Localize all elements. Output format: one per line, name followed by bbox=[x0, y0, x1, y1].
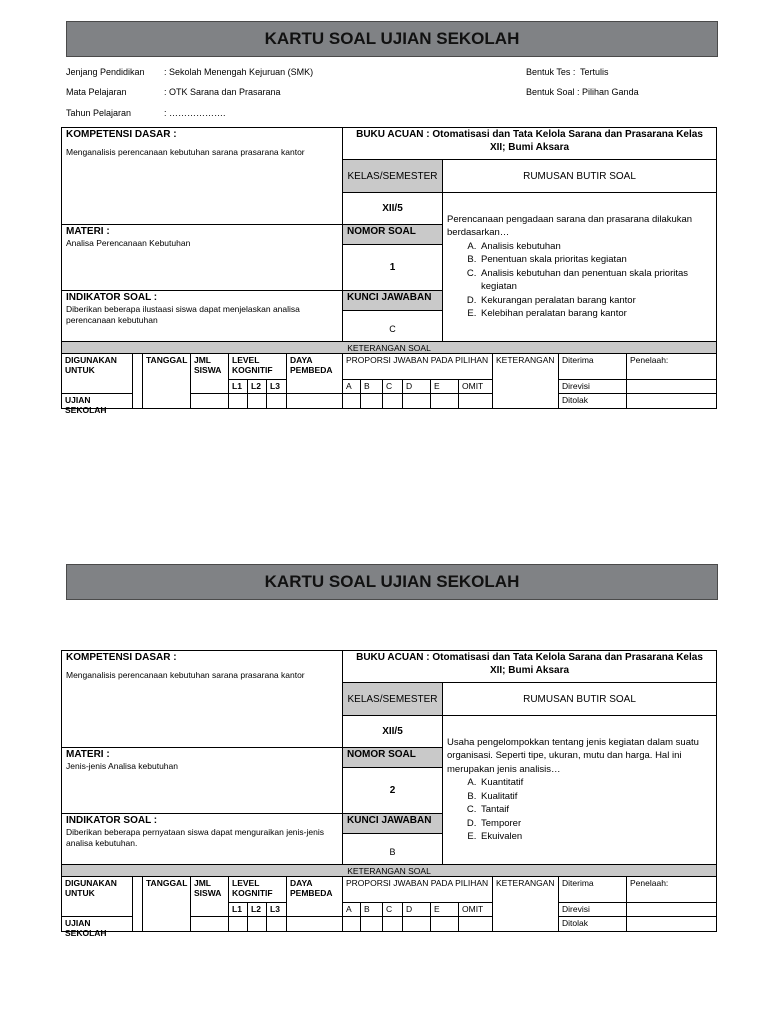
nomor-value: 1 bbox=[342, 244, 442, 290]
level-kognitif-label: LEVEL KOGNITIF bbox=[228, 876, 286, 902]
penelaah-label: Penelaah: bbox=[626, 876, 716, 902]
kunci-value: C bbox=[342, 310, 442, 341]
penelaah-label: Penelaah: bbox=[626, 353, 716, 379]
option-a: A. Kuantitatif bbox=[479, 776, 712, 789]
indikator-text: Diberikan beberapa pernyataan siswa dapat menguraikan jenis-jenis analisa kebutuhan. bbox=[66, 827, 324, 848]
buku-acuan-text: BUKU ACUAN : Otomatisasi dan Tata Kelola Sarana dan Prasarana Kelas XII; Bumi Aksara bbox=[356, 129, 703, 153]
option-a: A. Analisis kebutuhan bbox=[479, 240, 712, 253]
col-b: B bbox=[360, 379, 382, 393]
indikator-label: INDIKATOR SOAL : bbox=[66, 292, 158, 303]
keterangan-label: KETERANGAN bbox=[492, 353, 558, 408]
digunakan-untuk-label: DIGUNAKAN UNTUK bbox=[62, 353, 132, 393]
indikator-text: Diberikan beberapa ilustaasi siswa dapat menjelaskan analisa perencanaan kebutuhan bbox=[66, 304, 300, 325]
materi-text: Analisa Perencanaan Kebutuhan bbox=[66, 238, 191, 248]
question-stem: Usaha pengelompokkan tentang jenis kegiatan dalam suatu organisasi. Seperti tipe, ukuran, mutu dan harga. Hal ini merupakan jenis analisis… bbox=[447, 737, 699, 775]
keterangan-soal-bar: KETERANGAN SOAL bbox=[62, 864, 716, 876]
ditolak-cell bbox=[626, 916, 716, 931]
row-cell bbox=[430, 393, 458, 408]
keterangan-soal-bar: KETERANGAN SOAL bbox=[62, 341, 716, 353]
nomor-value: 2 bbox=[342, 767, 442, 813]
ujian-sekolah-label: UJIAN SEKOLAH bbox=[62, 393, 132, 408]
kelas-label: KELAS/SEMESTER bbox=[342, 159, 442, 192]
jml-siswa-label: JML SISWA bbox=[190, 353, 228, 393]
row-cell bbox=[190, 393, 228, 408]
row-cell bbox=[266, 393, 286, 408]
rumusan-label: RUMUSAN BUTIR SOAL bbox=[442, 159, 716, 192]
buku-acuan bbox=[342, 128, 716, 159]
col-omit: OMIT bbox=[458, 379, 492, 393]
row-cell bbox=[286, 393, 342, 408]
kompetensi-section bbox=[62, 128, 342, 224]
diterima-label: Diterima bbox=[558, 876, 626, 902]
indikator-section bbox=[62, 290, 342, 341]
row-cell bbox=[228, 916, 247, 931]
option-b: B. Kualitatif bbox=[479, 790, 712, 803]
direvisi-label: Direvisi bbox=[558, 379, 626, 393]
kunci-label: KUNCI JAWABAN bbox=[342, 290, 442, 310]
col-omit: OMIT bbox=[458, 902, 492, 916]
row-cell bbox=[360, 916, 382, 931]
question-card-2 bbox=[61, 650, 717, 939]
row-cell bbox=[402, 393, 430, 408]
materi-section bbox=[62, 224, 342, 290]
meta-label-tahun: Tahun Pelajaran bbox=[66, 108, 132, 118]
rumusan-label: RUMUSAN BUTIR SOAL bbox=[442, 682, 716, 715]
keterangan-label: KETERANGAN bbox=[492, 876, 558, 931]
row-cell bbox=[360, 393, 382, 408]
row-cell bbox=[342, 916, 360, 931]
jml-siswa-label: JML SISWA bbox=[190, 876, 228, 916]
kelas-label: KELAS/SEMESTER bbox=[342, 682, 442, 715]
ditolak-cell bbox=[626, 393, 716, 408]
option-c: C. Tantaif bbox=[479, 803, 712, 816]
row-cell bbox=[382, 393, 402, 408]
kunci-label: KUNCI JAWABAN bbox=[342, 813, 442, 833]
kelas-value: XII/5 bbox=[342, 192, 442, 224]
ditolak-label: Ditolak bbox=[558, 393, 626, 408]
daya-pembeda-label: DAYA PEMBEDA bbox=[286, 353, 342, 393]
row-cell bbox=[247, 916, 266, 931]
row-cell bbox=[286, 916, 342, 931]
l2-label: L2 bbox=[247, 902, 266, 916]
col-d: D bbox=[402, 902, 430, 916]
option-c: C. Analisis kebutuhan dan penentuan skala prioritas kegiatan bbox=[479, 267, 712, 294]
question-area bbox=[442, 715, 716, 864]
l2-label: L2 bbox=[247, 379, 266, 393]
row-cell bbox=[342, 393, 360, 408]
materi-label: MATERI : bbox=[66, 226, 110, 237]
l3-label: L3 bbox=[266, 379, 286, 393]
meta-value-bentuk-tes: Tertulis bbox=[580, 67, 609, 77]
meta-label-jenjang: Jenjang Pendidikan bbox=[66, 67, 145, 77]
row-cell bbox=[458, 916, 492, 931]
col-e: E bbox=[430, 902, 458, 916]
meta-label-bentuk-soal: Bentuk Soal : Pilihan Ganda bbox=[526, 87, 639, 97]
direvisi-label: Direvisi bbox=[558, 902, 626, 916]
col-c: C bbox=[382, 379, 402, 393]
buku-acuan-text: BUKU ACUAN : Otomatisasi dan Tata Kelola Sarana dan Prasarana Kelas XII; Bumi Aksara bbox=[356, 652, 703, 676]
option-e: E. Kelebihan peralatan barang kantor bbox=[479, 307, 712, 320]
digunakan-untuk-label: DIGUNAKAN UNTUK bbox=[62, 876, 132, 916]
option-b: B. Penentuan skala prioritas kegiatan bbox=[479, 253, 712, 266]
spacer-col bbox=[132, 876, 142, 931]
question-area bbox=[442, 192, 716, 341]
card-2-title: KARTU SOAL UJIAN SEKOLAH bbox=[66, 564, 718, 600]
row-cell bbox=[430, 916, 458, 931]
question-text bbox=[443, 213, 716, 321]
kompetensi-label: KOMPETENSI DASAR : bbox=[66, 652, 177, 663]
materi-section bbox=[62, 747, 342, 813]
question-stem: Perencanaan pengadaan sarana dan prasarana dilakukan berdasarkan… bbox=[447, 214, 693, 239]
indikator-section bbox=[62, 813, 342, 864]
kompetensi-label: KOMPETENSI DASAR : bbox=[66, 129, 177, 140]
meta-value-mapel: : OTK Sarana dan Prasarana bbox=[164, 87, 281, 97]
row-cell bbox=[402, 916, 430, 931]
proporsi-label: PROPORSI JWABAN PADA PILIHAN bbox=[342, 353, 492, 379]
kompetensi-text: Menganalisis perencanaan kebutuhan sarana prasarana kantor bbox=[66, 147, 305, 157]
card-1-title: KARTU SOAL UJIAN SEKOLAH bbox=[66, 21, 718, 57]
meta-label-bentuk-tes: Bentuk Tes : bbox=[526, 67, 576, 77]
l3-label: L3 bbox=[266, 902, 286, 916]
col-a: A bbox=[342, 902, 360, 916]
ditolak-label: Ditolak bbox=[558, 916, 626, 931]
question-card-1 bbox=[61, 127, 717, 416]
direvisi-cell bbox=[626, 379, 716, 393]
buku-acuan bbox=[342, 651, 716, 682]
row-cell bbox=[190, 916, 228, 931]
l1-label: L1 bbox=[228, 902, 247, 916]
row-cell bbox=[266, 916, 286, 931]
materi-label: MATERI : bbox=[66, 749, 110, 760]
meta-value-tahun: : ………………. bbox=[164, 108, 226, 118]
question-text bbox=[443, 736, 716, 844]
meta-label-mapel: Mata Pelajaran bbox=[66, 87, 127, 97]
kompetensi-section bbox=[62, 651, 342, 747]
row-cell bbox=[228, 393, 247, 408]
option-d: D. Kekurangan peralatan barang kantor bbox=[479, 294, 712, 307]
kompetensi-text: Menganalisis perencanaan kebutuhan sarana prasarana kantor bbox=[66, 670, 305, 680]
tanggal-label: TANGGAL bbox=[142, 876, 190, 931]
col-d: D bbox=[402, 379, 430, 393]
proporsi-label: PROPORSI JWABAN PADA PILIHAN bbox=[342, 876, 492, 902]
row-cell bbox=[458, 393, 492, 408]
nomor-label: NOMOR SOAL bbox=[342, 224, 442, 244]
ujian-sekolah-label: UJIAN SEKOLAH bbox=[62, 916, 132, 931]
col-c: C bbox=[382, 902, 402, 916]
row-cell bbox=[247, 393, 266, 408]
spacer-col bbox=[132, 353, 142, 408]
option-e: E. Ekuivalen bbox=[479, 830, 712, 843]
daya-pembeda-label: DAYA PEMBEDA bbox=[286, 876, 342, 916]
l1-label: L1 bbox=[228, 379, 247, 393]
direvisi-cell bbox=[626, 902, 716, 916]
materi-text: Jenis-jenis Analisa kebutuhan bbox=[66, 761, 178, 771]
kunci-value: B bbox=[342, 833, 442, 864]
kelas-value: XII/5 bbox=[342, 715, 442, 747]
indikator-label: INDIKATOR SOAL : bbox=[66, 815, 158, 826]
col-b: B bbox=[360, 902, 382, 916]
col-a: A bbox=[342, 379, 360, 393]
level-kognitif-label: LEVEL KOGNITIF bbox=[228, 353, 286, 379]
col-e: E bbox=[430, 379, 458, 393]
nomor-label: NOMOR SOAL bbox=[342, 747, 442, 767]
row-cell bbox=[382, 916, 402, 931]
option-d: D. Temporer bbox=[479, 817, 712, 830]
tanggal-label: TANGGAL bbox=[142, 353, 190, 408]
diterima-label: Diterima bbox=[558, 353, 626, 379]
meta-value-jenjang: : Sekolah Menengah Kejuruan (SMK) bbox=[164, 67, 314, 77]
